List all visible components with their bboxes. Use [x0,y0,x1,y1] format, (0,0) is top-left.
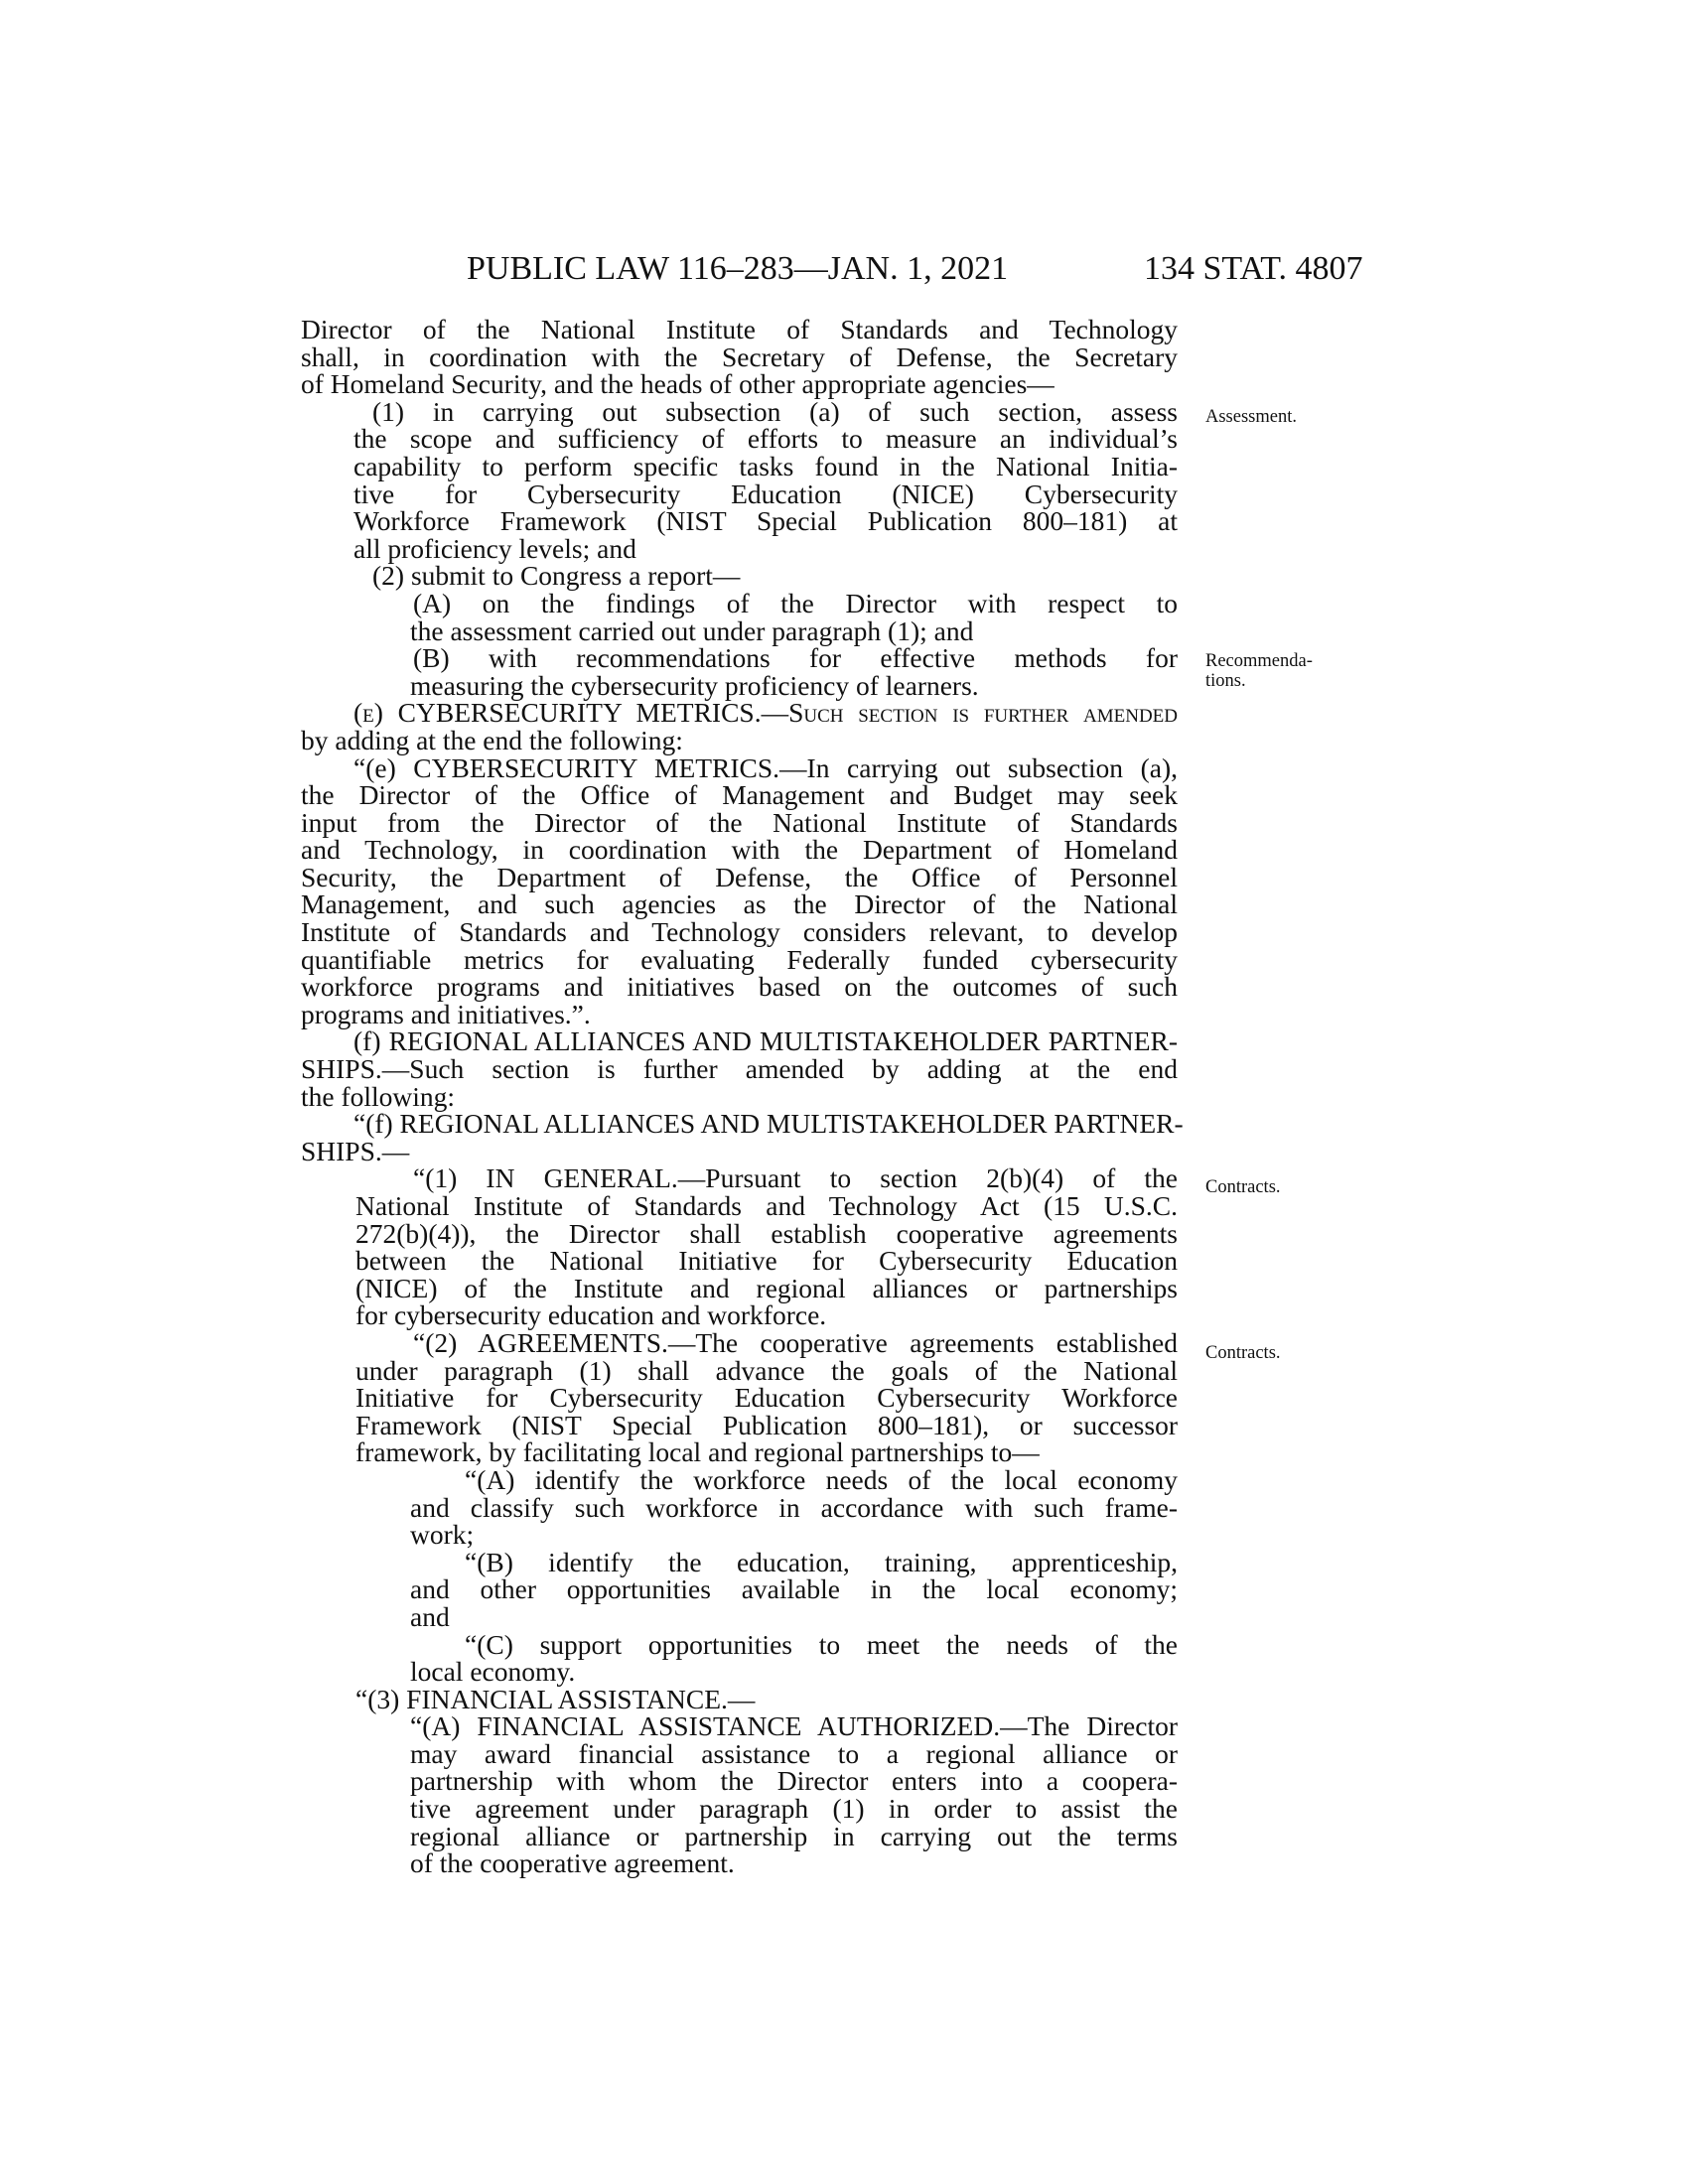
text-line: and classify such workforce in accordance with such frame- [410,1491,1178,1523]
margin-note-contracts-2: Contracts. [1205,1343,1281,1363]
text-line: of Homeland Security, and the heads of other appropriate agencies— [301,368,1055,400]
text-line: Workforce Framework (NIST Special Publication 800–181) at [353,505,1178,537]
text-line: input from the Director of the National Institute of Standards [301,806,1178,838]
text-line: between the National Initiative for Cybersecurity Education [355,1245,1178,1277]
text-line: partnership with whom the Director enters into a coopera- [410,1765,1178,1797]
margin-note-recommendations-2: tions. [1205,671,1246,691]
text-line: the following: [301,1080,456,1112]
text-line: for cybersecurity education and workforce. [355,1299,827,1331]
text-line: work; [410,1519,475,1551]
text-line: of the cooperative agreement. [410,1847,735,1879]
text-line: “(e) CYBERSECURITY METRICS.—In carrying out subsection (a), [353,751,1178,783]
text-line: and Technology, in coordination with the Department of Homeland [301,834,1178,866]
text-line: (f) REGIONAL ALLIANCES AND MULTISTAKEHOLDER PARTNER- [353,1025,1178,1057]
text-line: Institute of Standards and Technology considers relevant, to develop [301,916,1178,948]
text-line: tive for Cybersecurity Education (NICE) Cybersecurity [353,478,1178,509]
text-line: Management, and such agencies as the Director of the National [301,888,1178,920]
text-line: and other opportunities available in the local economy; [410,1573,1178,1605]
text-line: programs and initiatives.”. [301,998,591,1029]
text-line: under paragraph (1) shall advance the goals of the National [355,1354,1178,1386]
text-line: all proficiency levels; and [353,532,636,564]
text-line: regional alliance or partnership in carrying out the terms [410,1820,1178,1851]
text-line: National Institute of Standards and Technology Act (15 U.S.C. [355,1190,1178,1221]
text-line: “(B) identify the education, training, apprenticeship, [465,1546,1178,1577]
text-line: workforce programs and initiatives based on the outcomes of such [301,971,1178,1003]
text-line: (1) in carrying out subsection (a) of such section, assess [372,395,1178,427]
text-line: measuring the cybersecurity proficiency of learners. [410,669,979,701]
text-line: (NICE) of the Institute and regional alliances or partnerships [355,1272,1178,1303]
text-line: (2) submit to Congress a report— [372,560,741,592]
text-line: Initiative for Cybersecurity Education Cybersecurity Workforce [355,1382,1178,1414]
text-line: quantifiable metrics for evaluating Federally funded cybersecurity [301,943,1178,975]
text-line: Security, the Department of Defense, the Office of Personnel [301,861,1178,892]
text-line: tive agreement under paragraph (1) in order to assist the [410,1793,1178,1825]
text-line: Framework (NIST Special Publication 800–181), or successor [355,1409,1178,1440]
text-line: “(A) identify the workforce needs of the local economy [465,1463,1178,1495]
text-line: Director of the National Institute of Standards and Technology [301,314,1178,344]
text-line: “(f) REGIONAL ALLIANCES AND MULTISTAKEHOLDER PARTNER- [353,1108,1184,1140]
text-line: 272(b)(4)), the Director shall establish cooperative agreements [355,1217,1178,1249]
margin-note-assessment: Assessment. [1205,407,1297,427]
text-line: by adding at the end the following: [301,724,683,755]
text-line: and [410,1600,450,1632]
text-line: the scope and sufficiency of efforts to measure an individual’s [353,423,1178,455]
page-stat-number: 134 STAT. 4807 [1144,250,1363,287]
text-line: “(2) AGREEMENTS.—The cooperative agreements established [413,1326,1178,1358]
text-line: shall, in coordination with the Secretary of Defense, the Secretary [301,341,1178,372]
text-line: (e) CYBERSECURITY METRICS.—Such section is further amended [353,697,1178,729]
text-line: local economy. [410,1656,576,1688]
statute-body [301,314,1184,1879]
text-line: (A) on the findings of the Director with respect to [413,587,1178,618]
margin-note-recommendations-1: Recommenda- [1205,651,1313,671]
text-line: may award financial assistance to a regional alliance or [410,1737,1178,1769]
text-line: “(3) FINANCIAL ASSISTANCE.— [355,1683,756,1714]
text-line: SHIPS.— [301,1135,410,1166]
text-line: SHIPS.—Such section is further amended by adding at the end [301,1053,1178,1085]
margin-note-contracts-1: Contracts. [1205,1177,1281,1197]
text-line: capability to perform specific tasks found in the National Initia- [353,450,1178,481]
text-line: “(C) support opportunities to meet the needs of the [465,1628,1178,1660]
text-line: the assessment carried out under paragraph (1); and [410,614,974,646]
text-line: “(1) IN GENERAL.—Pursuant to section 2(b)(4) of the [413,1162,1178,1194]
running-header-title: PUBLIC LAW 116–283—JAN. 1, 2021 [467,250,1009,287]
text-line: (B) with recommendations for effective methods for [413,642,1178,674]
text-line: the Director of the Office of Management and Budget may seek [301,779,1178,811]
text-line: “(A) FINANCIAL ASSISTANCE AUTHORIZED.—The Director [410,1710,1178,1742]
text-line: framework, by facilitating local and regional partnerships to— [355,1436,1040,1468]
